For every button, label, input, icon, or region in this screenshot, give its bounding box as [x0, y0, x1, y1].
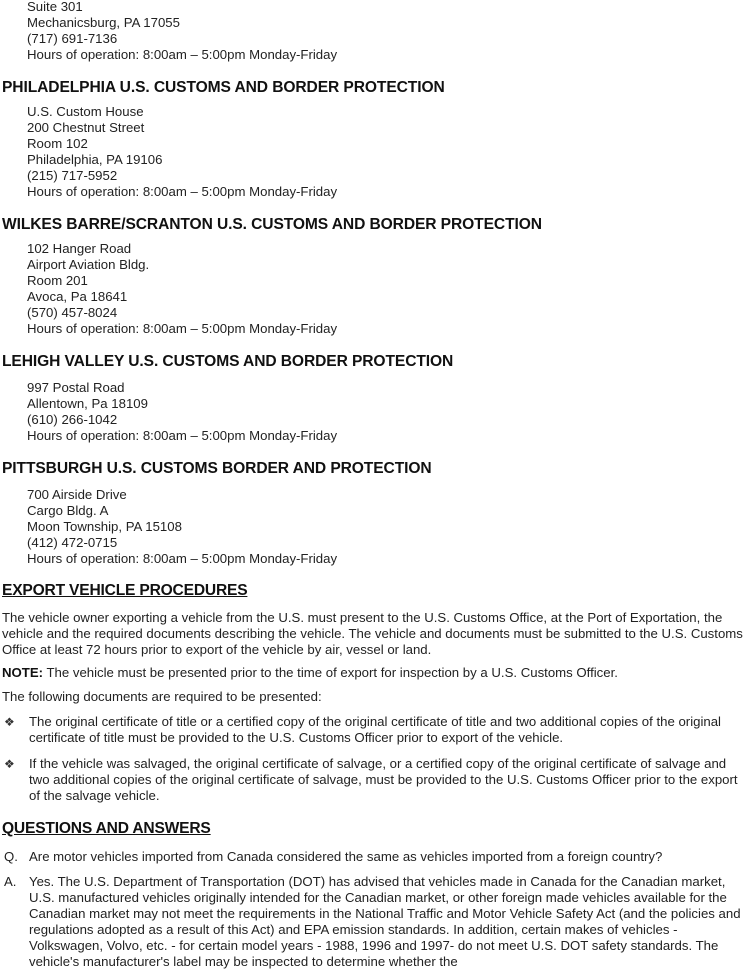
answer-text: Yes. The U.S. Department of Transportation (DOT) has advised that vehicles made in Canada for the Canadian market, U.S. manufactured vehicles originally intended for the Canadian market, or other foreign made vehicles available for the Canadian market may not meet the requirements in the National Traffic and Motor Vehicle Safety Act (and the policies and regulations adopted as a result of this Act) and EPA emission standards. In addition, certain makes of vehicles - Volkswagen, Volvo, etc. - for certain model years - 1988, 1996 and 1997- do not meet U.S. DOT safety standards. The vehicle's manufacturer's label may be inspected to determine whether the — [29, 874, 741, 970]
hours-of-operation: Hours of operation: 8:00am – 5:00pm Monday-Friday — [27, 551, 338, 567]
office-heading-lehigh-valley: LEHIGH VALLEY U.S. CUSTOMS AND BORDER PROTECTION — [2, 353, 454, 370]
office-address-philadelphia — [27, 104, 337, 201]
document-requirement-bullet — [2, 756, 747, 804]
phone-number: (412) 472-0715 — [27, 535, 118, 551]
diamond-bullet-icon: ❖ — [4, 715, 15, 729]
bullet-text: If the vehicle was salvaged, the original certificate of salvage, or a certified copy of the original certificate of salvage and two additional copies of the original certificate of salvage, must be provided to the U.S. Customs Officer prior to the export of the salvage vehicle. — [29, 756, 738, 804]
address-line: Mechanicsburg, PA 17055 — [27, 15, 180, 31]
diamond-bullet-icon: ❖ — [4, 757, 15, 771]
bullet-text: The original certificate of title or a certified copy of the original certificate of title and two additional copies of the original certificate of title must be provided to the U.S. Customs Officer prior to export of the vehicle. — [29, 714, 721, 746]
question-text: Are motor vehicles imported from Canada considered the same as vehicles imported from a foreign country? — [29, 849, 663, 864]
address-line: 997 Postal Road — [27, 380, 125, 395]
section-heading-questions-and-answers: QUESTIONS AND ANSWERS — [2, 820, 211, 837]
note-text: The vehicle must be presented prior to the time of export for inspection by a U.S. Customs Officer. — [43, 665, 618, 680]
phone-number: (570) 457-8024 — [27, 305, 118, 321]
office-address-lehigh-valley — [27, 380, 337, 444]
address-line: 700 Airside Drive — [27, 487, 127, 502]
qa-question — [2, 849, 747, 865]
address-line: Avoca, Pa 18641 — [27, 289, 128, 305]
phone-number: (610) 266-1042 — [27, 412, 118, 428]
hours-of-operation: Hours of operation: 8:00am – 5:00pm Monday-Friday — [27, 184, 338, 200]
address-line: Airport Aviation Bldg. — [27, 257, 150, 273]
address-line: Room 201 — [27, 273, 88, 289]
phone-number: (717) 691-7136 — [27, 31, 118, 47]
address-line: 102 Hanger Road — [27, 241, 132, 256]
document-requirement-bullet — [2, 714, 747, 746]
question-label: Q. — [4, 849, 18, 864]
address-line: Suite 301 — [27, 0, 83, 14]
office-address-continuation — [27, 0, 337, 63]
office-address-wilkes-barre-scranton — [27, 241, 337, 338]
address-line: Philadelphia, PA 19106 — [27, 152, 163, 168]
hours-of-operation: Hours of operation: 8:00am – 5:00pm Monday-Friday — [27, 321, 338, 337]
address-line: Cargo Bldg. A — [27, 503, 109, 519]
address-line: 200 Chestnut Street — [27, 120, 145, 136]
address-line: U.S. Custom House — [27, 104, 144, 119]
office-heading-wilkes-barre-scranton: WILKES BARRE/SCRANTON U.S. CUSTOMS AND BORDER PROTECTION — [2, 216, 542, 233]
address-line: Room 102 — [27, 136, 88, 152]
hours-of-operation: Hours of operation: 8:00am – 5:00pm Monday-Friday — [27, 428, 338, 444]
hours-of-operation: Hours of operation: 8:00am – 5:00pm Monday-Friday — [27, 47, 338, 63]
export-note-paragraph — [2, 665, 747, 681]
qa-answer — [2, 874, 747, 971]
office-heading-philadelphia: PHILADELPHIA U.S. CUSTOMS AND BORDER PROTECTION — [2, 79, 445, 96]
address-line: Moon Township, PA 15108 — [27, 519, 182, 535]
answer-label: A. — [4, 874, 17, 889]
phone-number: (215) 717-5952 — [27, 168, 118, 184]
section-heading-export-vehicle-procedures: EXPORT VEHICLE PROCEDURES — [2, 582, 248, 599]
office-heading-pittsburgh: PITTSBURGH U.S. CUSTOMS BORDER AND PROTECTION — [2, 460, 432, 477]
documents-required-intro: The following documents are required to be presented: — [2, 689, 322, 704]
office-address-pittsburgh — [27, 487, 337, 567]
note-label: NOTE: — [2, 665, 44, 680]
address-line: Allentown, Pa 18109 — [27, 396, 148, 412]
export-intro-paragraph: The vehicle owner exporting a vehicle from the U.S. must present to the U.S. Customs Office, at the Port of Exportation, the vehicle and the required documents describing the vehicle. The vehicle and documents must be submitted to the U.S. Customs Office at least 72 hours prior to export of the vehicle by air, vessel or land. — [2, 610, 743, 658]
